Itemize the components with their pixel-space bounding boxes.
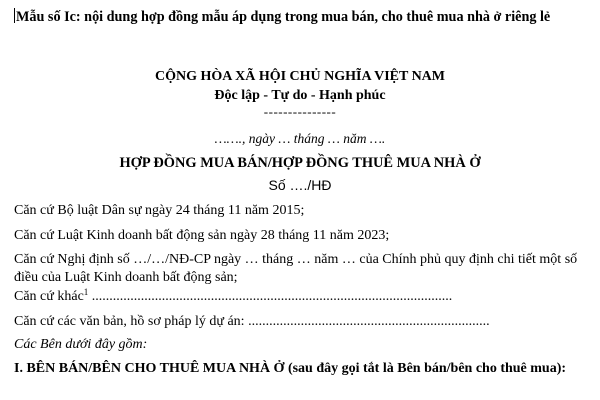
basis-other-fill: .......................................................................................................	[88, 289, 453, 304]
text-cursor	[14, 8, 15, 23]
parties-intro: Các Bên dưới đây gồm:	[14, 337, 148, 352]
contract-title: HỢP ĐỒNG MUA BÁN/HỢP ĐỒNG THUÊ MUA NHÀ Ở	[119, 155, 481, 171]
basis-civil-code: Căn cứ Bộ luật Dân sự ngày 24 tháng 11 năm 2015;	[14, 203, 305, 218]
basis-other-label: Căn cứ khác	[14, 289, 84, 304]
national-title: CỘNG HÒA XÃ HỘI CHỦ NGHĨA VIỆT NAM	[154, 69, 445, 84]
basis-legal-documents: Căn cứ các văn bản, hồ sơ pháp lý dự án: .....................................................................	[14, 314, 490, 329]
contract-number: Số …./HĐ	[268, 177, 332, 193]
form-heading-text: Mẫu số Ic: nội dung hợp đồng mẫu áp dụng trong mua bán, cho thuê mua nhà ở riêng lẻ	[16, 9, 551, 25]
national-motto: Độc lập - Tự do - Hạnh phúc	[214, 88, 386, 103]
section-seller-heading: I. BÊN BÁN/BÊN CHO THUÊ MUA NHÀ Ở (sau đây gọi tắt là Bên bán/bên cho thuê mua):	[14, 361, 567, 376]
basis-decree: Căn cứ Nghị định số …/…/NĐ-CP ngày … tháng … năm … của Chính phủ quy định chi tiết một số điều của Luật Kinh doanh bất động sản;	[14, 252, 578, 285]
basis-real-estate-law: Căn cứ Luật Kinh doanh bất động sản ngày 28 tháng 11 năm 2023;	[14, 228, 390, 243]
form-heading	[14, 8, 580, 26]
basis-other	[14, 288, 584, 306]
footnote-marker: 1	[83, 287, 89, 297]
date-line: ……., ngày … tháng … năm ….	[214, 131, 386, 146]
separator-line: ---------------	[263, 104, 337, 119]
